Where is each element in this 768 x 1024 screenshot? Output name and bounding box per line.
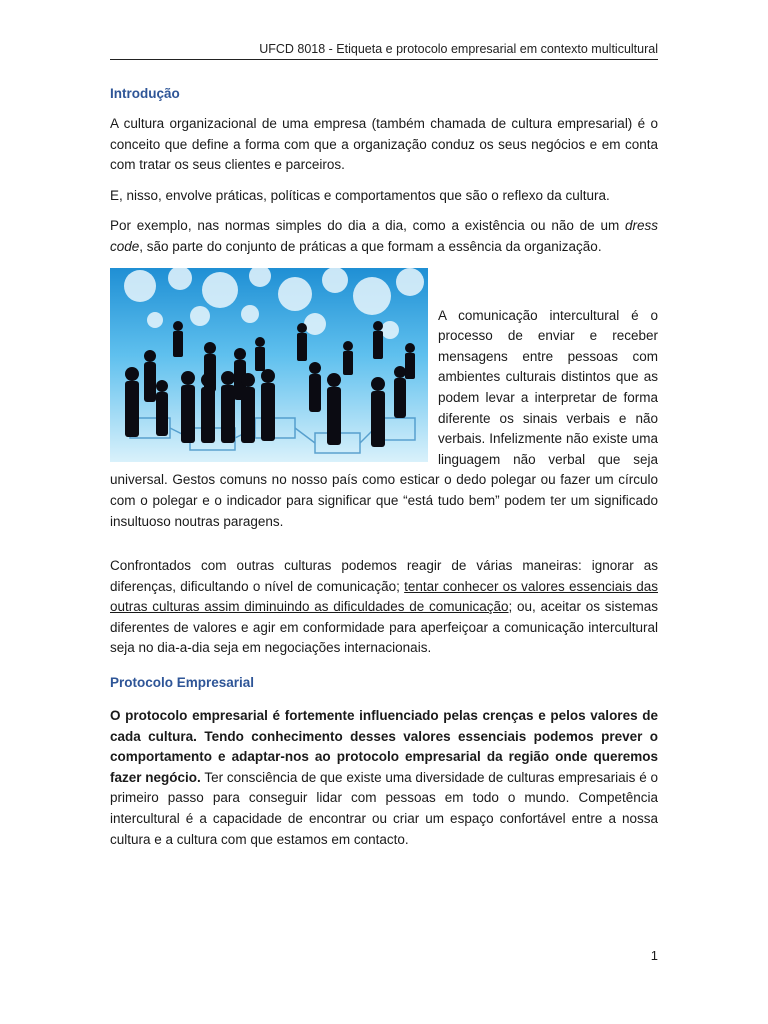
business-people-illustration xyxy=(110,268,428,462)
p3-text-b: , são parte do conjunto de práticas a que formam a essência da organização. xyxy=(139,238,602,254)
protocol-paragraph xyxy=(110,706,658,850)
p5-text-a: Confrontados com outras culturas podemos reagir de várias maneiras: ignorar as diferenças, dificultando o nível de comunicação; xyxy=(110,558,658,594)
page-number: 1 xyxy=(650,948,658,963)
business-people-gears-icon xyxy=(110,268,428,462)
intro-paragraph-2: E, nisso, envolve práticas, políticas e comportamentos que são o reflexo da cultura. xyxy=(110,187,610,203)
intro-heading: Introdução xyxy=(110,86,180,101)
intro-paragraph-1: A cultura organizacional de uma empresa (também chamada de cultura empresarial) é o conceito que define a forma com que a organização conduz os seus negócios e em conta com tratar os seus clientes e parceiros. xyxy=(110,116,658,173)
p5-text-b: ; ou, aceitar os sistemas diferentes de valores e agir em conformidade para aperfeiçoar a comunicação intercultural seja no dia-a-dia seja em negociações internacionais. xyxy=(110,599,658,656)
intro-paragraph-5 xyxy=(110,556,658,659)
p5-underlined-text: tentar conhecer os valores essenciais das outras culturas assim diminuindo as dificuldades de comunicação xyxy=(110,578,658,615)
protocol-text: Ter consciência de que existe uma diversidade de culturas empresariais é o primeiro passo para conseguir lidar com pessoas em todo o mundo. Competência intercultural é a capacidade de encontrar ou criar um espaço confortável entre a nossa cultura e a cultura com que estamos em contacto. xyxy=(110,769,658,847)
dress-code-term: dress code xyxy=(110,218,658,254)
page-header: UFCD 8018 - Etiqueta e protocolo empresarial em contexto multicultural xyxy=(110,42,658,60)
page-content xyxy=(110,86,658,860)
protocol-bold-text: O protocolo empresarial é fortemente influenciado pelas crenças e pelos valores de cada cultura. Tendo conhecimento desses valores essenciais podemos prever o comportamento e adaptar-nos ao protocolo empresarial da região onde queremos fazer negócio. xyxy=(110,708,658,785)
protocol-heading: Protocolo Empresarial xyxy=(110,675,255,691)
p3-text-a: Por exemplo, nas normas simples do dia a dia, como a existência ou não de um xyxy=(110,218,625,234)
intro-paragraph-3 xyxy=(110,216,658,257)
intercultural-paragraph: A comunicação intercultural é o processo de enviar e receber mensagens entre pessoas com ambientes culturais distintos que as podem levar a interpretar de forma diferente os sinais verbais e não verbais. Infelizmente não existe uma linguagem não verbal que seja universal. Gestos comuns no nosso país como esticar o dedo polegar ou fazer um círculo com o polegar e o indicador para significar que “está tudo bem” podem ter um significado insultuoso noutras paragens. xyxy=(110,307,658,529)
